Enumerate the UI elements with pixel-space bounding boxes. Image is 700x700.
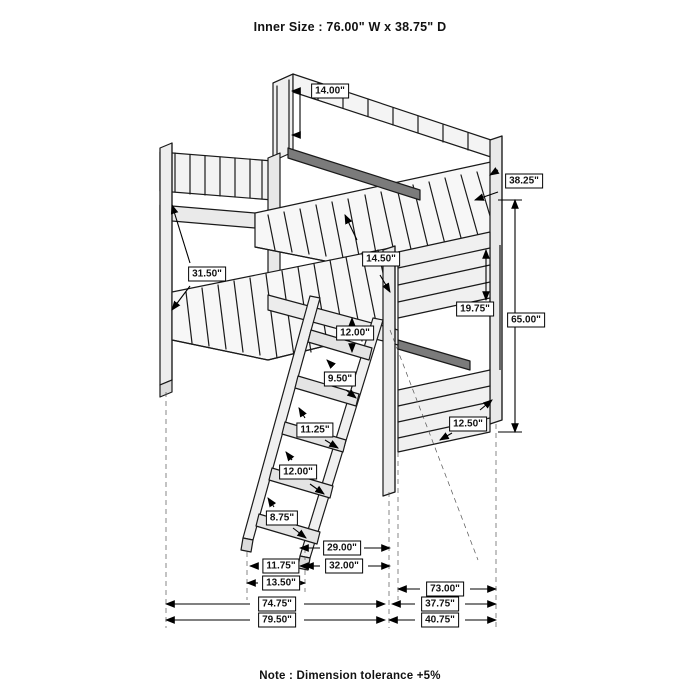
dimension-label-upper-panel-height: 19.75" (456, 302, 494, 317)
dimension-label-lower-panel-height: 12.50" (449, 417, 487, 432)
dimension-label-bed-depth-upper: 73.00" (426, 582, 464, 597)
dimension-label-lower-bunk-clearance: 31.50" (188, 267, 226, 282)
dimension-label-overall-length: 74.75" (258, 597, 296, 612)
dimension-label-ladder-bottom-step: 8.75" (266, 511, 298, 526)
tolerance-note: Note : Dimension tolerance +5% (259, 670, 441, 682)
dimension-label-ladder-step-spacing-3: 12.00" (279, 465, 317, 480)
dimension-label-ladder-base-depth: 32.00" (325, 559, 363, 574)
dimension-label-ladder-step-offset: 9.50" (324, 372, 356, 387)
dimension-label-overall-height: 65.00" (507, 313, 545, 328)
dimension-label-ladder-foot-offset: 11.75" (262, 559, 299, 574)
dimension-label-ladder-step-spacing-1: 12.00" (336, 326, 374, 341)
dimension-label-overall-depth: 40.75" (421, 613, 459, 628)
dimension-label-top-rail-height: 14.00" (311, 84, 349, 99)
dimension-label-ladder-reach: 29.00" (323, 541, 361, 556)
dimension-label-guard-rail-height: 14.50" (362, 252, 400, 267)
dimension-label-bed-depth-lower: 37.75" (421, 597, 459, 612)
dimension-label-ladder-step-spacing-2: 11.25" (296, 423, 333, 438)
dimension-label-overall-footprint: 79.50" (258, 613, 296, 628)
dimension-label-ladder-base-width: 13.50" (262, 576, 300, 591)
dimension-label-upper-bunk-clearance: 38.25" (505, 174, 543, 189)
page-title: Inner Size : 76.00" W x 38.75" D (253, 20, 447, 34)
